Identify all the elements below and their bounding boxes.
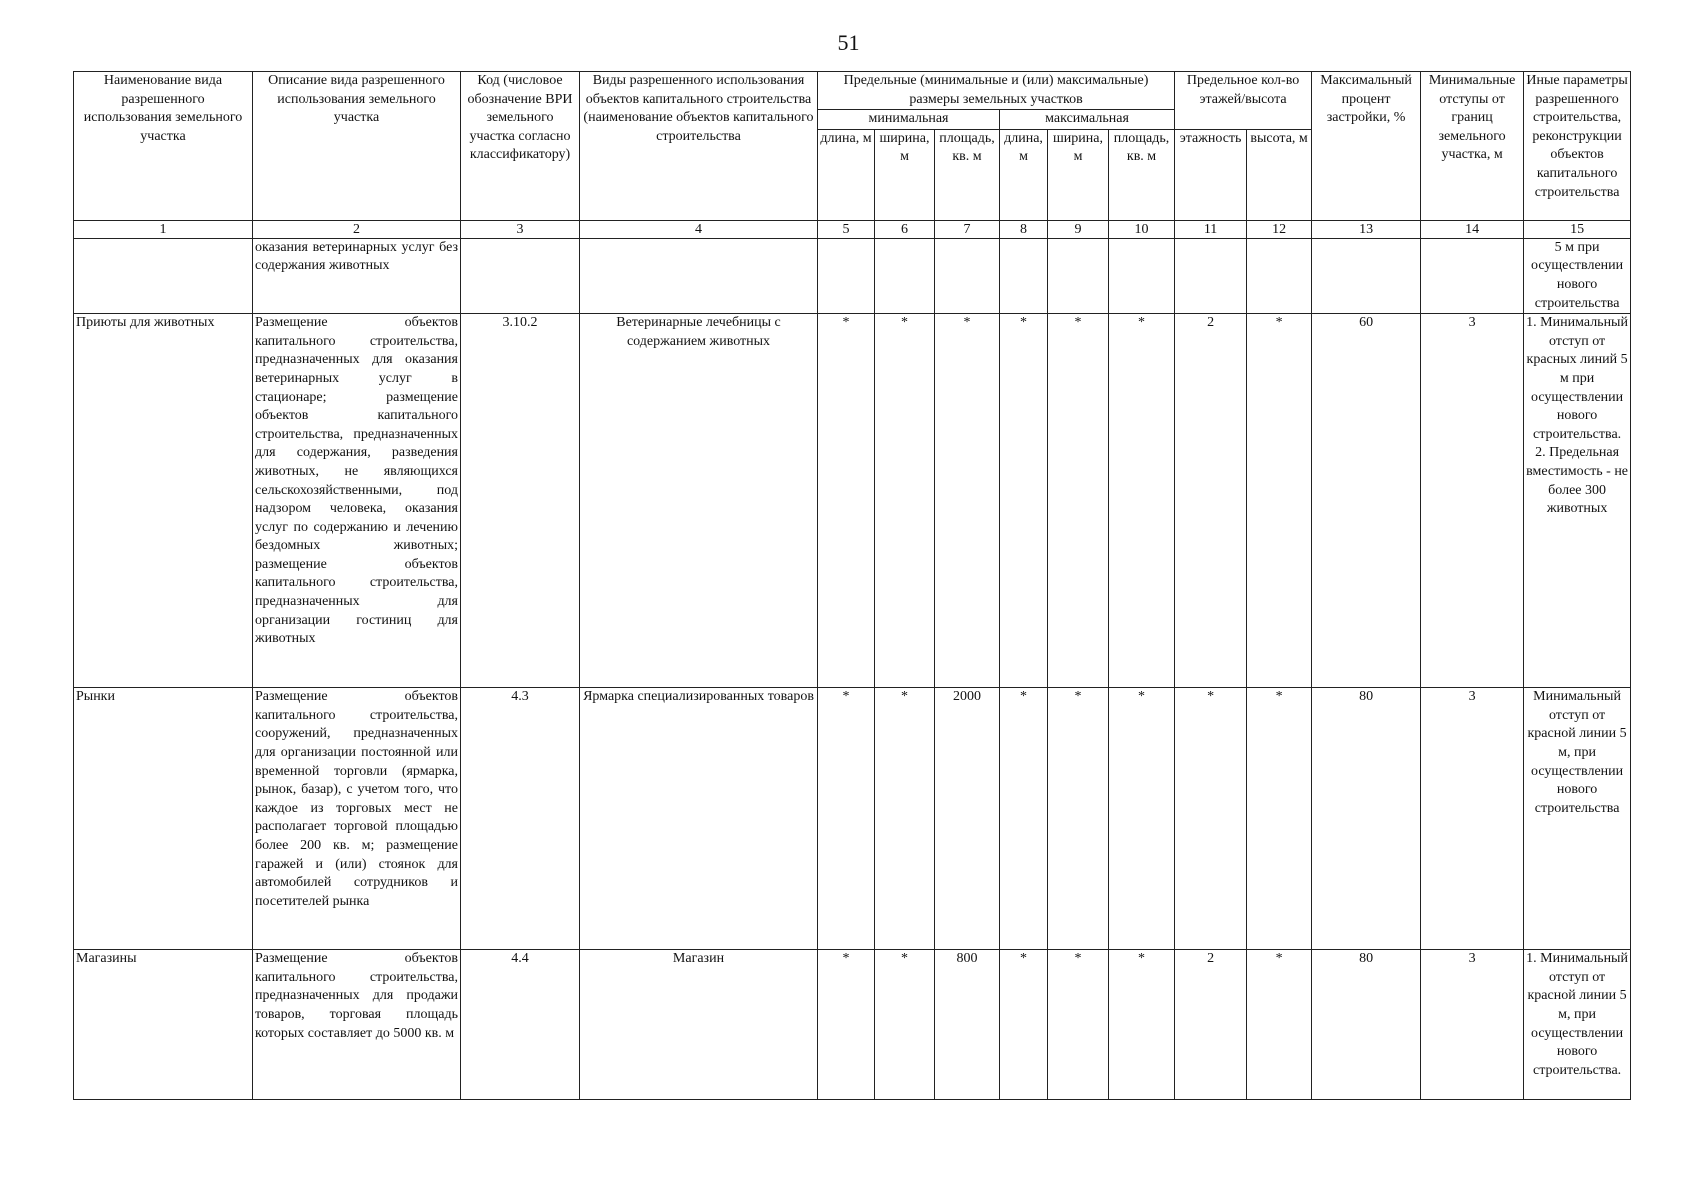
column-number: 8 bbox=[1000, 220, 1048, 238]
floors: * bbox=[1175, 688, 1247, 950]
vri-code bbox=[461, 238, 580, 313]
header-minimum: минимальная bbox=[818, 110, 1000, 130]
land-use-table bbox=[73, 71, 1631, 1100]
other-parameters: Минимальный отступ от красной линии 5 м, при осуществлении нового строительства bbox=[1524, 688, 1631, 950]
min-setback: 3 bbox=[1421, 314, 1524, 688]
max-area: * bbox=[1109, 950, 1175, 1100]
table-row bbox=[74, 238, 1631, 313]
height: * bbox=[1247, 950, 1312, 1100]
other-parameters: 5 м при осуществлении нового строительства bbox=[1524, 238, 1631, 313]
max-coverage: 60 bbox=[1312, 314, 1421, 688]
header-land-use-name: Наименование вида разрешенного использования земельного участка bbox=[74, 72, 253, 221]
min-length: * bbox=[818, 688, 875, 950]
min-setback: 3 bbox=[1421, 688, 1524, 950]
max-coverage: 80 bbox=[1312, 688, 1421, 950]
column-number: 14 bbox=[1421, 220, 1524, 238]
vri-code: 4.3 bbox=[461, 688, 580, 950]
column-number: 2 bbox=[253, 220, 461, 238]
height: * bbox=[1247, 688, 1312, 950]
oks-type: Ярмарка специализированных товаров bbox=[580, 688, 818, 950]
header-min-area: площадь, кв. м bbox=[935, 129, 1000, 220]
header-max-length: длина, м bbox=[1000, 129, 1048, 220]
page-number: 51 bbox=[837, 30, 860, 55]
column-number: 15 bbox=[1524, 220, 1631, 238]
min-area: 800 bbox=[935, 950, 1000, 1100]
max-length bbox=[1000, 238, 1048, 313]
min-length bbox=[818, 238, 875, 313]
column-number: 4 bbox=[580, 220, 818, 238]
min-area: 2000 bbox=[935, 688, 1000, 950]
column-number: 5 bbox=[818, 220, 875, 238]
header-min-length: длина, м bbox=[818, 129, 875, 220]
other-parameters: 1. Минимальный отступ от красной линии 5 м, при осуществлении нового строительства. bbox=[1524, 950, 1631, 1100]
column-number: 11 bbox=[1175, 220, 1247, 238]
land-use-description: Размещение объектов капитального строительства, сооружений, предназначенных для организации постоянной или временной торговли (ярмарка, рынок, базар), с учетом того, что каждое из торговых мест не располагает торговой площадью более 200 кв. м; размещение гаражей и (или) стоянок для автомобилей сотрудников и посетителей рынка bbox=[253, 688, 461, 950]
header-other-parameters: Иные параметры разрешенного строительства, реконструкции объектов капитального строительства bbox=[1524, 72, 1631, 221]
land-use-name: Рынки bbox=[74, 688, 253, 950]
header-maximum: максимальная bbox=[1000, 110, 1175, 130]
floors: 2 bbox=[1175, 314, 1247, 688]
table-row bbox=[74, 950, 1631, 1100]
oks-type bbox=[580, 238, 818, 313]
min-setback: 3 bbox=[1421, 950, 1524, 1100]
header-code: Код (числовое обозначение ВРИ земельного участка согласно классификатору) bbox=[461, 72, 580, 221]
oks-type: Ветеринарные лечебницы с содержанием животных bbox=[580, 314, 818, 688]
column-number: 7 bbox=[935, 220, 1000, 238]
floors: 2 bbox=[1175, 950, 1247, 1100]
column-number: 10 bbox=[1109, 220, 1175, 238]
land-use-description: Размещение объектов капитального строительства, предназначенных для продажи товаров, торговая площадь которых составляет до 5000 кв. м bbox=[253, 950, 461, 1100]
max-length: * bbox=[1000, 314, 1048, 688]
min-area: * bbox=[935, 314, 1000, 688]
header-height: высота, м bbox=[1247, 129, 1312, 220]
table-row bbox=[74, 688, 1631, 950]
max-width: * bbox=[1048, 950, 1109, 1100]
min-length: * bbox=[818, 950, 875, 1100]
header-max-width: ширина, м bbox=[1048, 129, 1109, 220]
min-setback bbox=[1421, 238, 1524, 313]
column-number: 12 bbox=[1247, 220, 1312, 238]
land-use-name: Магазины bbox=[74, 950, 253, 1100]
min-width: * bbox=[875, 950, 935, 1100]
vri-code: 3.10.2 bbox=[461, 314, 580, 688]
height bbox=[1247, 238, 1312, 313]
max-coverage bbox=[1312, 238, 1421, 313]
max-coverage: 80 bbox=[1312, 950, 1421, 1100]
max-area: * bbox=[1109, 688, 1175, 950]
header-min-width: ширина, м bbox=[875, 129, 935, 220]
column-number: 13 bbox=[1312, 220, 1421, 238]
header-plot-sizes-group: Предельные (минимальные и (или) максимальные) размеры земельных участков bbox=[818, 72, 1175, 110]
min-width: * bbox=[875, 688, 935, 950]
max-area: * bbox=[1109, 314, 1175, 688]
column-number: 3 bbox=[461, 220, 580, 238]
min-area bbox=[935, 238, 1000, 313]
header-description: Описание вида разрешенного использования земельного участка bbox=[253, 72, 461, 221]
header-floors-group: Предельное кол-во этажей/высота bbox=[1175, 72, 1312, 130]
oks-type: Магазин bbox=[580, 950, 818, 1100]
header-oks-types: Виды разрешенного использования объектов капитального строительства (наименование объектов капитального строительства bbox=[580, 72, 818, 221]
max-length: * bbox=[1000, 688, 1048, 950]
min-length: * bbox=[818, 314, 875, 688]
header-min-setbacks: Минимальные отступы от границ земельного участка, м bbox=[1421, 72, 1524, 221]
min-width: * bbox=[875, 314, 935, 688]
land-use-description: Размещение объектов капитального строительства, предназначенных для оказания ветеринарных услуг в стационаре; размещение объектов капитального строительства, предназначенных для содержания, разведения животных, не являющихся сельскохозяйственными, под надзором человека, оказания услуг по содержанию и лечению бездомных животных; размещение объектов капитального строительства, предназначенных для организации гостиниц для животных bbox=[253, 314, 461, 688]
max-area bbox=[1109, 238, 1175, 313]
column-number: 6 bbox=[875, 220, 935, 238]
height: * bbox=[1247, 314, 1312, 688]
land-use-name bbox=[74, 238, 253, 313]
min-width bbox=[875, 238, 935, 313]
vri-code: 4.4 bbox=[461, 950, 580, 1100]
header-max-area: площадь, кв. м bbox=[1109, 129, 1175, 220]
floors bbox=[1175, 238, 1247, 313]
header-max-coverage: Максимальный процент застройки, % bbox=[1312, 72, 1421, 221]
column-number: 1 bbox=[74, 220, 253, 238]
max-width bbox=[1048, 238, 1109, 313]
table-row bbox=[74, 314, 1631, 688]
max-width: * bbox=[1048, 314, 1109, 688]
land-use-description: оказания ветеринарных услуг без содержания животных bbox=[253, 238, 461, 313]
max-width: * bbox=[1048, 688, 1109, 950]
other-parameters: 1. Минимальный отступ от красных линий 5 м при осуществлении нового строительства. 2. Предельная вместимость - не более 300 животных bbox=[1524, 314, 1631, 688]
max-length: * bbox=[1000, 950, 1048, 1100]
header-floors: этажность bbox=[1175, 129, 1247, 220]
column-number: 9 bbox=[1048, 220, 1109, 238]
land-use-name: Приюты для животных bbox=[74, 314, 253, 688]
